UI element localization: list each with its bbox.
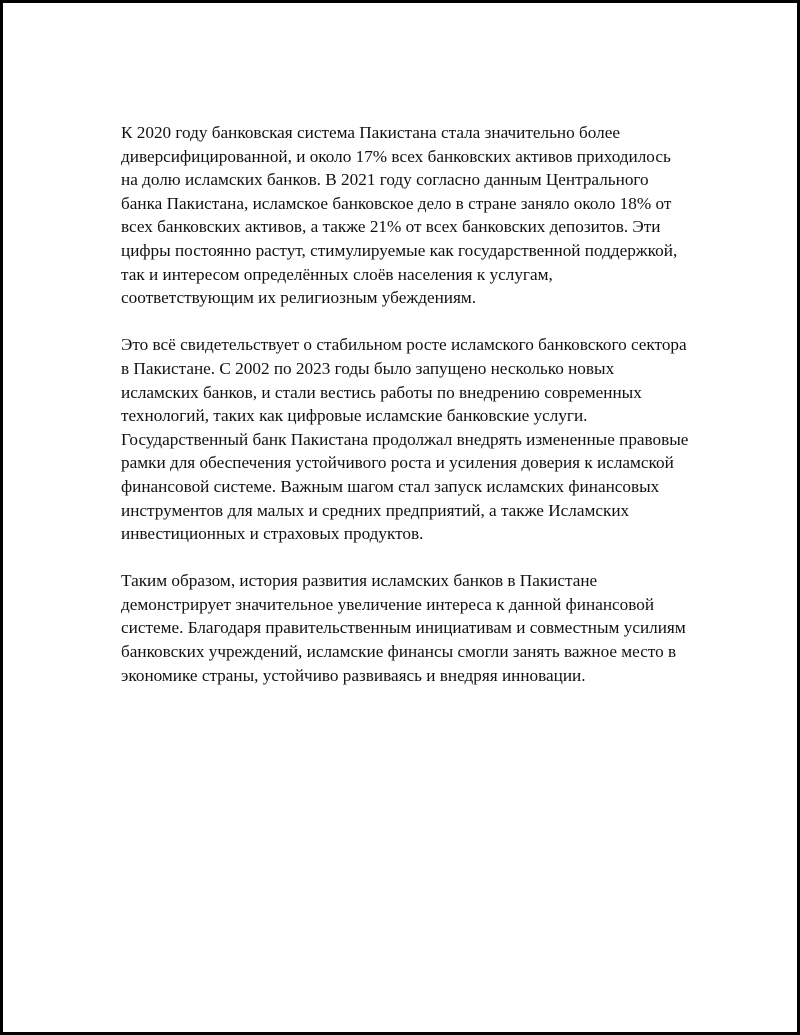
document-body [121, 121, 689, 711]
paragraph-2: Это всё свидетельствует о стабильном росте исламского банковского сектора в Пакистане. С 2002 по 2023 годы было запущено несколько новых исламских банков, и стали вестись работы по внедрению современных технологий, таких как цифровые исламские банковские услуги. Государственный банк Пакистана продолжал внедрять измененные правовые рамки для обеспечения устойчивого роста и усиления доверия к исламской финансовой системе. Важным шагом стал запуск исламских финансовых инструментов для малых и средних предприятий, а также Исламских инвестиционных и страховых продуктов. [121, 335, 689, 544]
paragraph-1: К 2020 году банковская система Пакистана стала значительно более диверсифицированной, и около 17% всех банковских активов приходилось на долю исламских банков. В 2021 году согласно данным Центрального банка Пакистана, исламское банковское дело в стране заняло около 18% от всех банковских активов, а также 21% от всех банковских депозитов. Эти цифры постоянно растут, стимулируемые как государственной поддержкой, так и интересом определённых слоёв населения к услугам, соответствующим их религиозным убеждениям. [121, 123, 678, 308]
paragraph-3: Таким образом, история развития исламских банков в Пакистане демонстрирует значительное увеличение интереса к данной финансовой системе. Благодаря правительственным инициативам и совместным усилиям банковских учреждений, исламские финансы смогли занять важное место в экономике страны, устойчиво развиваясь и внедряя инновации. [121, 571, 686, 685]
